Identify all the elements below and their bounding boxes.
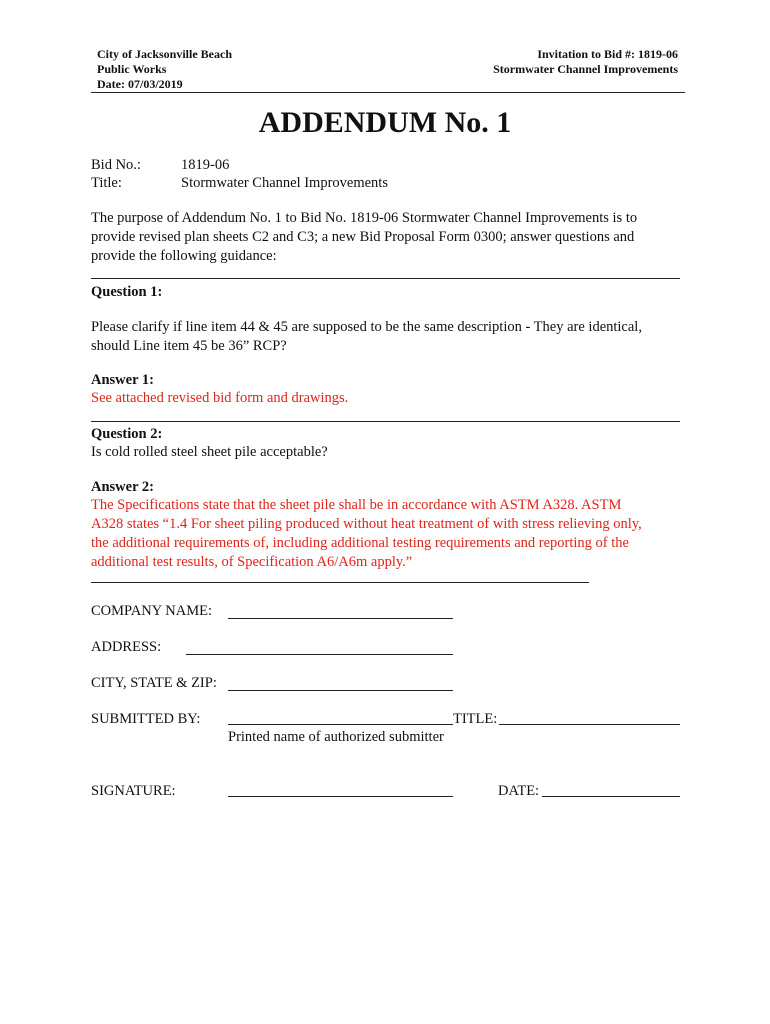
answer-2-heading: Answer 2:: [91, 479, 154, 495]
section-divider: [91, 278, 680, 279]
question-2-heading: Question 2:: [91, 426, 163, 442]
question-1-heading: Question 1:: [91, 284, 163, 300]
answer-1-text: See attached revised bid form and drawings.: [91, 390, 349, 406]
signature-field[interactable]: [228, 796, 453, 797]
date-field[interactable]: [542, 796, 680, 797]
answer-line: A328 states “1.4 For sheet piling produced without heat treatment of with stress relieving only,: [91, 516, 642, 532]
page-title: ADDENDUM No. 1: [258, 106, 512, 139]
header-department: Public Works: [97, 62, 167, 76]
submitted-by-field[interactable]: [228, 724, 453, 725]
address-field[interactable]: [186, 654, 453, 655]
header-city: City of Jacksonville Beach: [97, 47, 232, 61]
title-field-label: TITLE:: [453, 711, 498, 727]
city-state-zip-label: CITY, STATE & ZIP:: [91, 675, 217, 691]
title-label: Title:: [91, 175, 122, 191]
company-name-label: COMPANY NAME:: [91, 603, 212, 619]
answer-1-heading: Answer 1:: [91, 372, 154, 388]
header-date: Date: 07/03/2019: [97, 77, 183, 91]
header-bid-number: Invitation to Bid #: 1819-06: [537, 47, 678, 61]
company-name-field[interactable]: [228, 618, 453, 619]
header-divider: [91, 92, 685, 93]
title-value: Stormwater Channel Improvements: [181, 175, 388, 191]
answer-2-text: [91, 496, 642, 572]
bid-label: Bid No.:: [91, 157, 141, 173]
question-line: Please clarify if line item 44 & 45 are supposed to be the same description - They are identical,: [91, 319, 642, 335]
answer-line: The Specifications state that the sheet pile shall be in accordance with ASTM A328. ASTM: [91, 497, 622, 513]
purpose-line: provide revised plan sheets C2 and C3; a new Bid Proposal Form 0300; answer questions and: [91, 229, 635, 245]
date-field-label: DATE:: [498, 783, 540, 799]
header-left: [97, 47, 232, 92]
answer-line: the additional requirements of, including additional testing requirements and reporting of the: [91, 535, 629, 551]
submitted-by-label: SUBMITTED BY:: [91, 711, 201, 727]
bid-value: 1819-06: [181, 157, 230, 173]
question-2-text: Is cold rolled steel sheet pile acceptable?: [91, 444, 328, 460]
address-label: ADDRESS:: [91, 639, 162, 655]
section-divider: [91, 421, 680, 422]
signature-label: SIGNATURE:: [91, 783, 176, 799]
printed-name-note: Printed name of authorized submitter: [228, 729, 444, 745]
header-right: [493, 47, 678, 77]
purpose-paragraph: [91, 209, 637, 266]
question-1-text: [91, 318, 642, 356]
header-project: Stormwater Channel Improvements: [493, 62, 678, 76]
answer-line: additional test results, of Specification A6/A6m apply.”: [91, 554, 413, 570]
title-field[interactable]: [499, 724, 680, 725]
city-state-zip-field[interactable]: [228, 690, 453, 691]
purpose-line: provide the following guidance:: [91, 248, 277, 264]
purpose-line: The purpose of Addendum No. 1 to Bid No. 1819-06 Stormwater Channel Improvements is to: [91, 210, 638, 226]
answer-divider: [91, 582, 589, 583]
question-line: should Line item 45 be 36” RCP?: [91, 338, 287, 354]
